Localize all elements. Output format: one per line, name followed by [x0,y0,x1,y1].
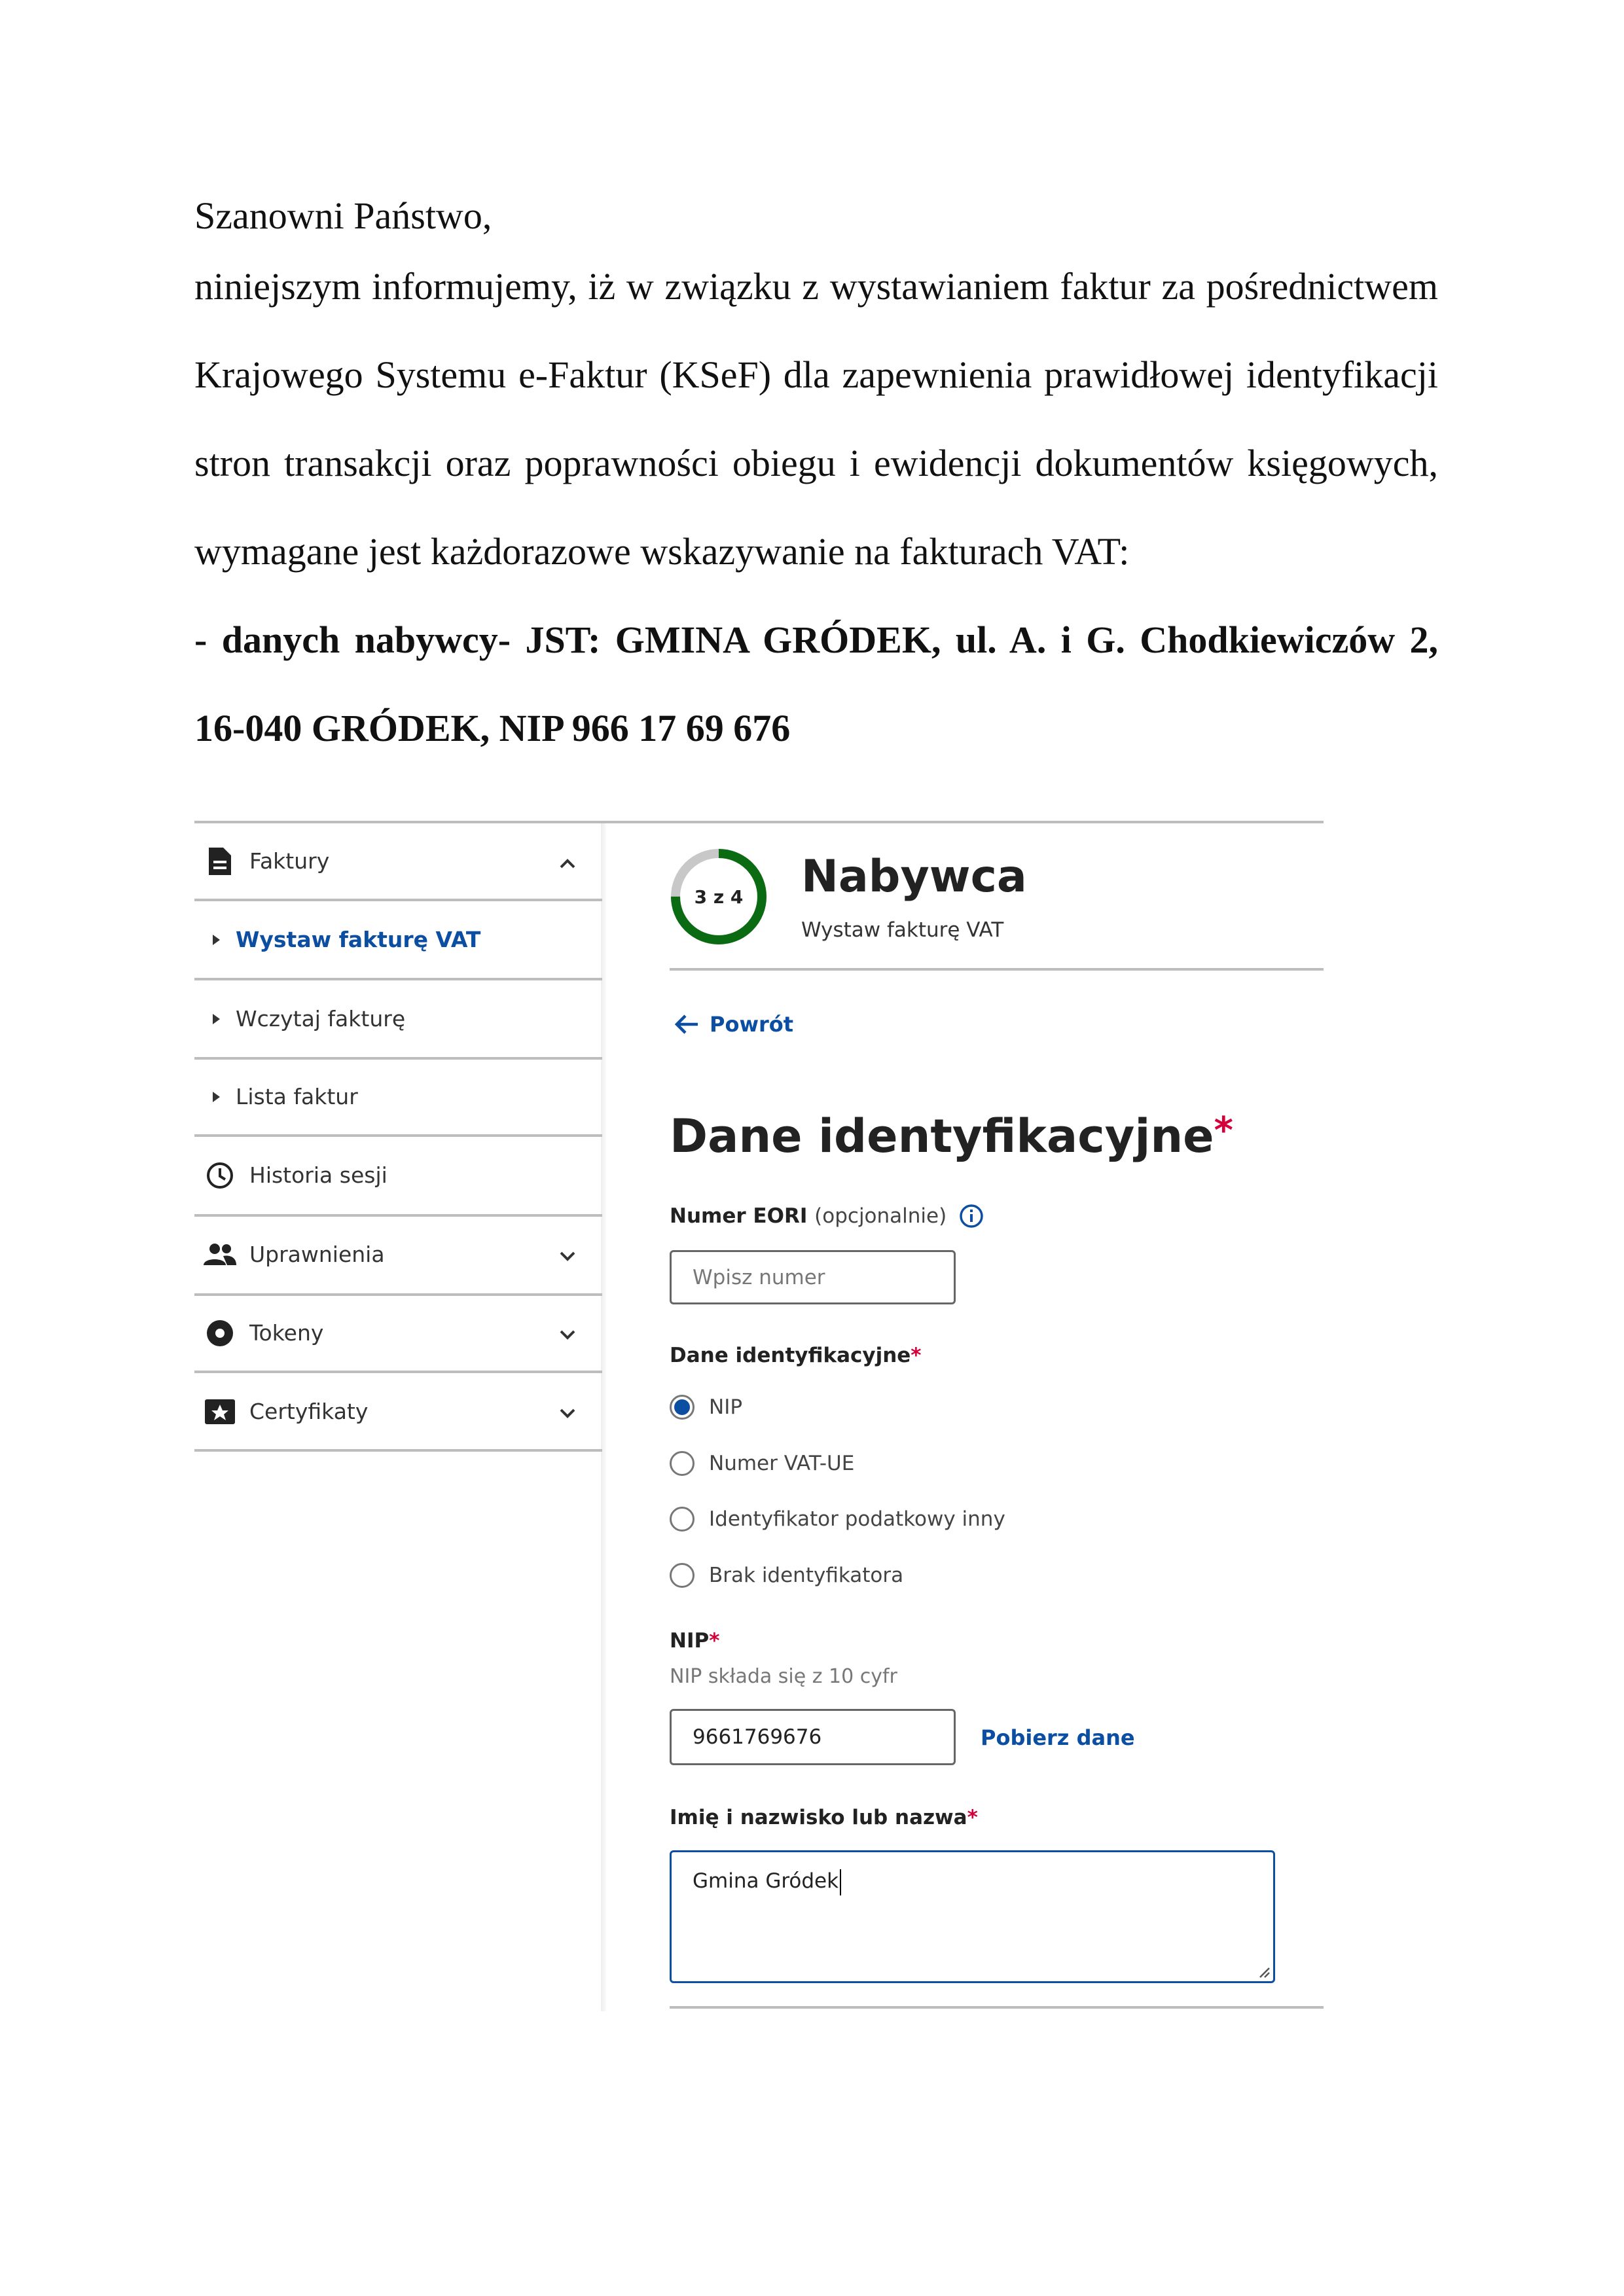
nip-input[interactable]: 9661769676 [670,1709,956,1765]
fetch-data-button[interactable]: Pobierz dane [981,1725,1135,1750]
page-subtitle: Wystaw fakturę VAT [801,918,1004,942]
id-type-label [670,1344,922,1367]
clock-icon [204,1159,236,1192]
sidebar-item-wczytaj[interactable]: Wczytaj fakturę [194,980,602,1057]
radio-other-tax-id[interactable]: Identyfikator podatkowy inny [670,1507,1005,1532]
required-mark: * [911,1344,922,1367]
info-icon[interactable] [958,1203,984,1229]
sidebar-item-lista[interactable]: Lista faktur [194,1058,602,1135]
eori-input[interactable]: Wpisz numer [670,1250,956,1304]
page-title: Nabywca [801,851,1027,903]
caret-right-icon [213,1092,220,1102]
users-icon [204,1238,236,1271]
nip-label [670,1629,719,1653]
divider [670,2006,1324,2009]
caret-right-icon [213,935,220,945]
heading-text: Dane identyfikacyjne [670,1109,1214,1163]
step-progress-ring [669,847,768,946]
sidebar-item-faktury[interactable]: Faktury [194,823,602,899]
greeting: Szanowni Państwo, [194,194,492,237]
caret-right-icon [213,1014,220,1024]
chevron-up-icon[interactable] [559,849,576,874]
letter-line: Krajowego Systemu e-Faktur (KSeF) dla zapewnienia prawidłowej identyfikacji [194,353,1438,396]
step-counter: 3 z 4 [694,886,744,908]
buyer-line: - danych nabywcy- JST: GMINA GRÓDEK, ul. A. i G. Chodkiewiczów 2, [194,619,1438,661]
radio-button[interactable] [670,1507,695,1532]
label-text: NIP [670,1629,710,1653]
letter-line: wymagane jest każdorazowe wskazywanie na fakturach VAT: [194,530,1130,573]
label-text: Imię i nazwisko lub nazwa [670,1806,967,1829]
radio-button-checked[interactable] [670,1395,695,1420]
chevron-down-icon[interactable] [559,1242,576,1268]
divider [194,1449,602,1452]
name-textarea[interactable] [670,1850,1275,1983]
radio-button[interactable] [670,1451,695,1476]
resize-handle-icon[interactable] [1256,1964,1271,1979]
sidebar-item-wystaw[interactable]: Wystaw fakturę VAT [194,901,602,978]
chevron-down-icon[interactable] [559,1399,576,1425]
required-mark: * [709,1629,720,1653]
nip-hint: NIP składa się z 10 cyfr [670,1665,897,1688]
eori-label-text: Numer EORI [670,1204,808,1228]
radio-button[interactable] [670,1563,695,1588]
label-text: Dane identyfikacyjne [670,1344,911,1367]
chevron-down-icon[interactable] [559,1321,576,1346]
arrow-left-icon [674,1013,700,1035]
sidebar-item-historia[interactable]: Historia sesji [194,1137,602,1213]
sidebar-item-uprawnienia[interactable]: Uprawnienia [194,1216,602,1293]
certificate-icon [204,1395,236,1428]
divider [670,968,1324,971]
required-mark: * [967,1806,978,1829]
sidebar-item-tokeny[interactable]: Tokeny [194,1295,602,1371]
name-label [670,1806,978,1829]
back-link[interactable]: Powrót [674,1012,793,1037]
document-icon [204,845,236,878]
sidebar-item-certyfikaty[interactable]: Certyfikaty [194,1373,602,1450]
section-heading [670,1109,1233,1163]
radio-no-id[interactable]: Brak identyfikatora [670,1563,903,1588]
letter-line: niniejszym informujemy, iż w związku z wystawianiem faktur za pośrednictwem [194,265,1438,308]
required-mark: * [1214,1109,1233,1152]
buyer-line: 16-040 GRÓDEK, NIP 966 17 69 676 [194,707,791,749]
optional-text: (opcjonalnie) [814,1204,947,1228]
text-cursor [840,1869,841,1895]
letter-line: stron transakcji oraz poprawności obiegu i ewidencji dokumentów księgowych, [194,442,1438,484]
token-icon [204,1317,236,1350]
radio-vat-ue[interactable]: Numer VAT-UE [670,1451,854,1476]
textarea-value: Gmina Gródek [693,1869,839,1893]
eori-label [670,1203,984,1229]
radio-nip[interactable]: NIP [670,1395,742,1420]
